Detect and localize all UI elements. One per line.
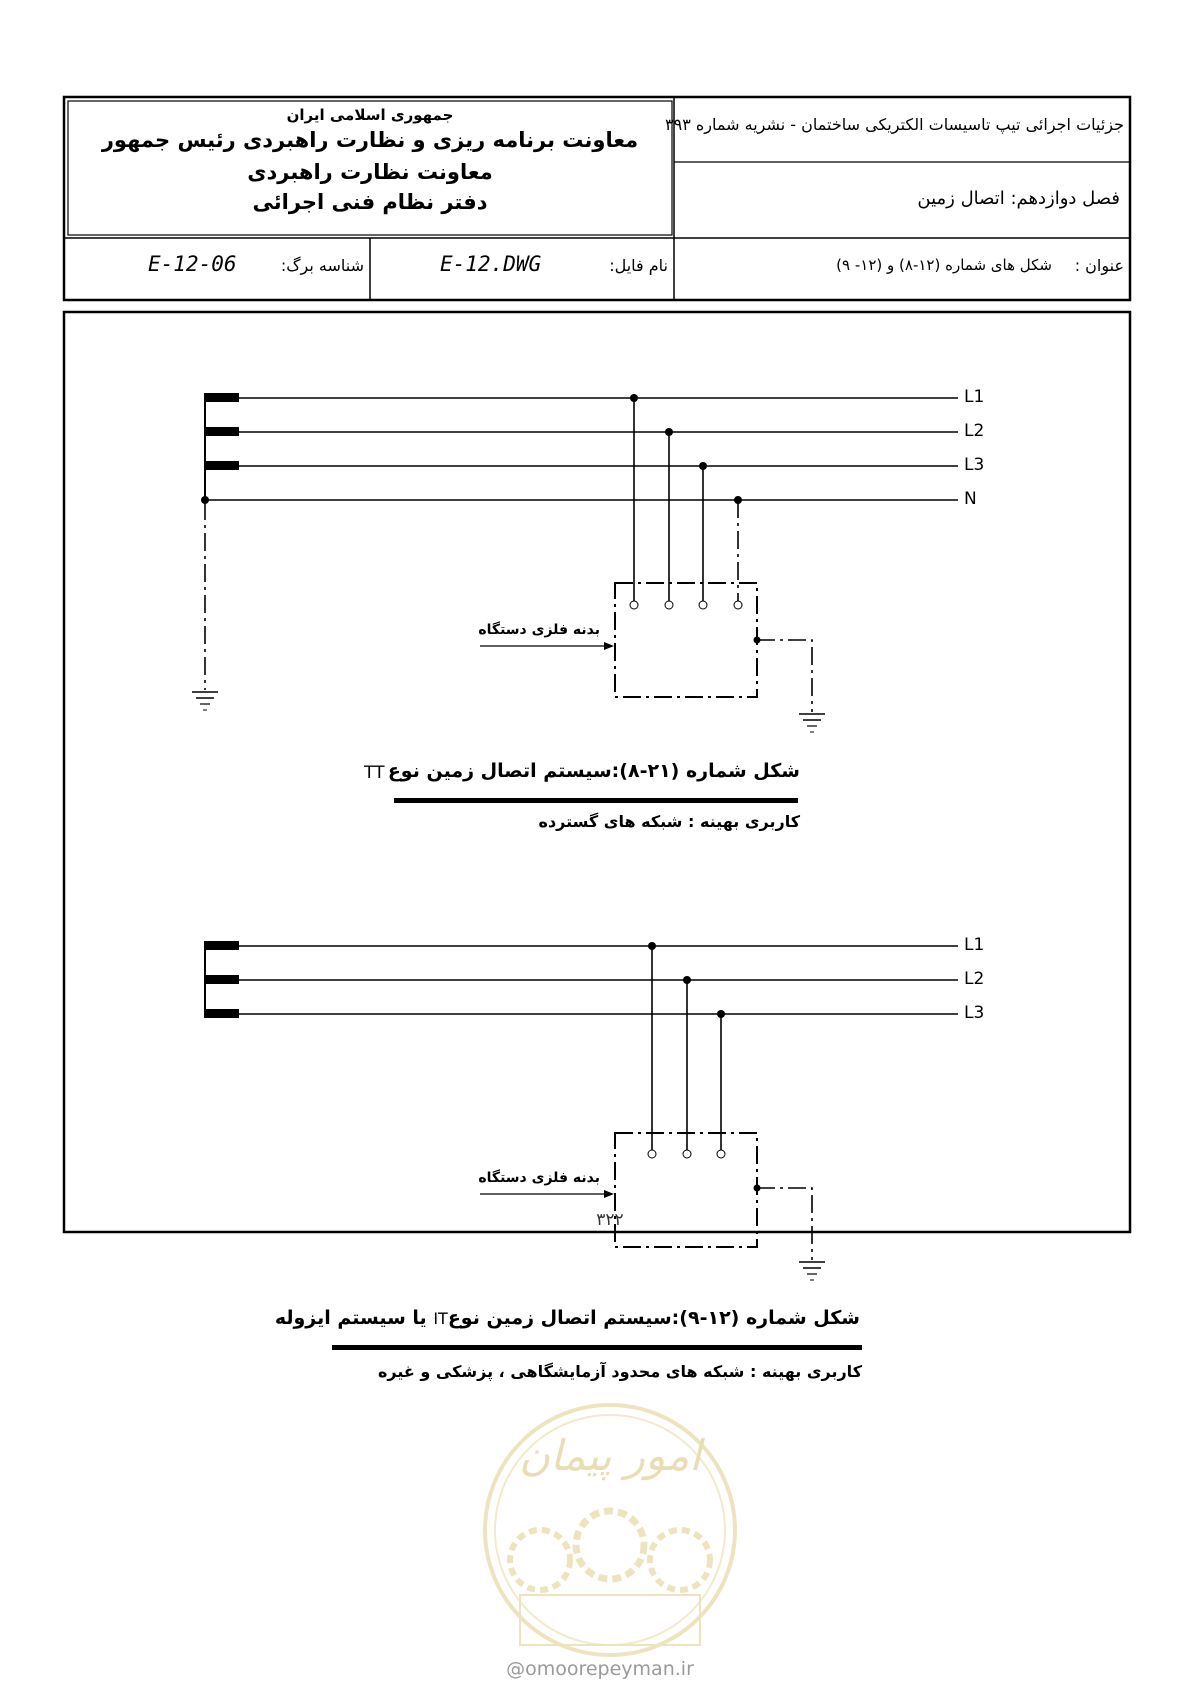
- page-number: ۳۲۲: [596, 1210, 624, 1230]
- sheet-label: شناسه برگ:: [280, 256, 364, 275]
- usage-tt: کاربری بهینه : شبکه های گسترده: [538, 812, 800, 831]
- usage-it: کاربری بهینه : شبکه های محدود آزمایشگاهی ، پزشکی و غیره: [377, 1362, 862, 1381]
- caption-code: IT: [433, 1309, 448, 1328]
- device-body-label: بدنه فلزی دستگاه: [478, 622, 600, 638]
- caption-prefix: شکل شماره (۱۲-۹):سیستم اتصال زمین نوع: [447, 1307, 860, 1329]
- file-value: E-12.DWG: [440, 252, 542, 276]
- label-l3: L3: [964, 455, 985, 475]
- org-line-3: معاونت نظارت راهبردی: [247, 160, 493, 184]
- earth-symbol-icon: [192, 692, 218, 710]
- device-body: [615, 583, 757, 697]
- org-line-2: معاونت برنامه ریزی و نظارت راهبردی رئیس جمهور: [101, 128, 639, 152]
- label-l2: L2: [964, 969, 985, 989]
- earth-symbol-icon: [799, 1262, 825, 1280]
- caption-it: [274, 1307, 860, 1329]
- label-l1: L1: [964, 935, 985, 955]
- org-line-1: جمهوری اسلامی ایران: [286, 106, 454, 124]
- org-line-4: دفتر نظام فنی اجرائی: [252, 190, 488, 214]
- file-label: نام فایل:: [609, 256, 668, 275]
- website-footer: [470, 1658, 730, 1680]
- publication-title: جزئیات اجرائی تیپ تاسیسات الکتریکی ساختمان - نشریه شماره ۳۹۳: [665, 115, 1124, 134]
- label-n: N: [964, 489, 977, 509]
- watermark-text: امور پیمان: [519, 1431, 701, 1480]
- website-text: omoorepeyman.ir: [525, 1658, 694, 1680]
- sheet-value: E-12-06: [148, 252, 237, 276]
- watermark-seal: [485, 1405, 735, 1655]
- caption-suffix: یا سیستم ایزوله: [274, 1307, 427, 1329]
- diagram-tt: [192, 393, 958, 732]
- title-label: عنوان :: [1074, 256, 1124, 275]
- at-icon: @: [506, 1658, 526, 1680]
- chapter-title: فصل دوازدهم: اتصال زمین: [917, 188, 1120, 209]
- label-l1: L1: [964, 387, 985, 407]
- caption-code: TT: [364, 763, 385, 783]
- earth-symbol-icon: [799, 714, 825, 732]
- caption-underline: [332, 1345, 862, 1350]
- caption-underline: [394, 798, 798, 803]
- caption-tt: شکل شماره (۲۱-۸):سیستم اتصال زمین نوع: [387, 760, 800, 782]
- device-body-label: بدنه فلزی دستگاه: [478, 1170, 600, 1186]
- label-l2: L2: [964, 421, 985, 441]
- label-l3: L3: [964, 1003, 985, 1023]
- title-value: شکل های شماره (۱۲-۸) و (۱۲- ۹): [836, 256, 1052, 274]
